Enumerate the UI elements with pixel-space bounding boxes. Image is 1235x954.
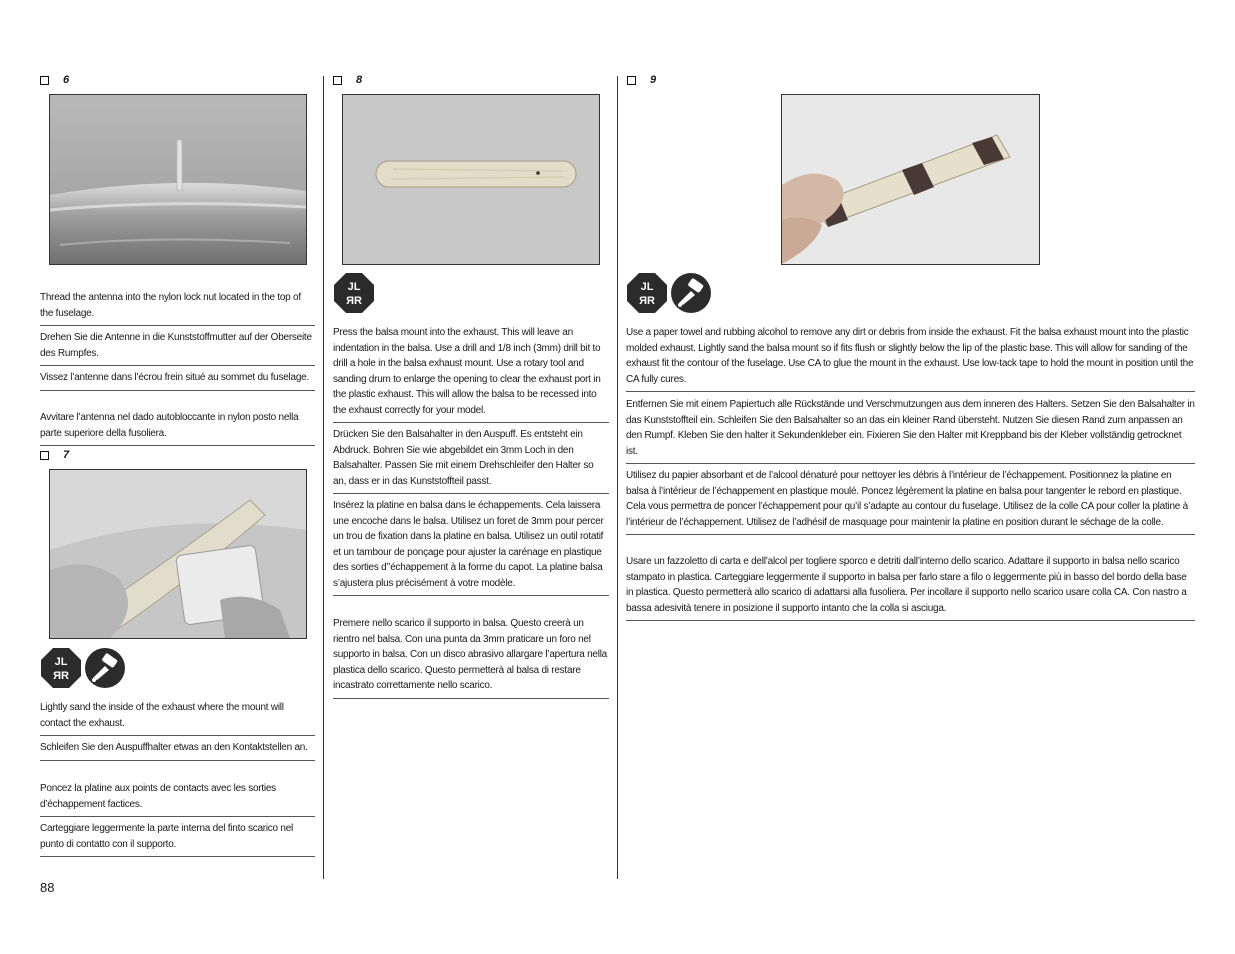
step-6-header <box>40 74 69 86</box>
step-6-text-en: Thread the antenna into the nylon lock nut located in the top of the fuselage. <box>40 290 315 326</box>
page-number: 88 <box>40 880 55 895</box>
checkbox-icon[interactable] <box>333 76 342 85</box>
step-8-text-it: Premere nello scarico il supporto in balsa. Questo creerà un rientro nel balsa. Con una punta da 3mm praticare un foro nel supporto in balsa. Con un disco abrasivo allargare l’apertura nella plastica dello scarico. Questo permetterà al balsa di restare incastrato correttamente nello scarico. <box>333 616 609 699</box>
step-9-text-de: Entfernen Sie mit einem Papiertuch alle Rückstände und Verschmutzungen aus dem inneren des Halters. Setzen Sie den Balsahalter in das Kunststoffteil ein. Schleifen Sie den Balsahalter so an das ein kleiner Rand übersteht. Nutzen Sie diesen Rand zum anpassen an den Rumpf. Kleben Sie den halter it Sekundenkleber ein. Fixieren Sie den Halter mit Kreppband bis der Kleber vollständig getrocknet ist. <box>626 397 1195 464</box>
step-8-text-fr: Insérez la platine en balsa dans le échappements. Cela laissera une encoche dans le balsa. Utilisez un foret de 3mm pour percer un trou de fixation dans la platine en balsa. Utilisez un outil rotatif et un tambour de ponçage pour ajuster la carénage en plastique des sorties d’’échappement à la forme du capot. La platine balsa s’ajustera plus précisément à votre modèle. <box>333 498 609 596</box>
step-9-text-fr: Utilisez du papier absorbant et de l’alcool dénaturé pour nettoyer les débris à l’intérieur de l’échappement. Positionnez la platine en balsa à l’intérieur de l’échappement en plastique moulé. Poncez légèrement la platine en balsa pour tangenter le rebord en plastique. Cela vous permettra de poncer l’échappement pour qu’il s’adapte au contour du fuselage. Utilisez de la colle CA pour coller la platine à l’intérieur de l’échappement. Utilisez de l’adhésif de masquage pour maintenir la platine en position durant le séchage de la colle. <box>626 468 1195 535</box>
step-8-text-de: Drücken Sie den Balsahalter in den Auspuff. Es entsteht ein Abdruck. Bohren Sie wie abgebildet ein 3mm Loch in den Balsahalter. Passen Sie mit einem Drehschleifer den Halter so an, dass er in das Kunststoffteil passt. <box>333 427 609 494</box>
checkbox-icon[interactable] <box>40 451 49 460</box>
photo-antenna-fuselage <box>49 94 307 265</box>
step-7-text-en: Lightly sand the inside of the exhaust where the mount will contact the exhaust. <box>40 700 315 736</box>
svg-text:JL: JL <box>54 656 68 668</box>
step-6-text-it: Avvitare l’antenna nel dado autobloccante in nylon posto nella parte superiore della fusoliera. <box>40 410 315 446</box>
step-9-header <box>627 74 656 86</box>
svg-text:ЯR: ЯR <box>53 670 69 682</box>
sanding-block-icon <box>41 648 81 688</box>
ca-glue-bottle-icon <box>671 273 711 313</box>
checkbox-icon[interactable] <box>40 76 49 85</box>
photo-sanding-balsa <box>49 469 307 639</box>
step-8-text-en: Press the balsa mount into the exhaust. This will leave an indentation in the balsa. Use a drill and 1/8 inch (3mm) drill bit to drill a hole in the balsa exhaust mount. Use a rotary tool and sanding drum to enlarge the opening to clear the exhaust port in the plastic exhaust. This will allow the balsa to be recessed into the exhaust correctly for your model. <box>333 325 609 423</box>
step-9-text-it: Usare un fazzoletto di carta e dell’alcol per togliere sporco e detriti dall’interno dello scarico. Adattare il supporto in balsa nello scarico stampato in plastica. Carteggiare leggermente il supporto in balsa per farlo stare a filo o leggermente più in basso del bordo della base in plastica. Questo permetterà allo scarico di adattarsi alla fusoliera. Per incollare il supporto nello scarico usare colla CA. Con nastro a bassa adesività tenere in posizione il supporto intanto che la colla si asciuga. <box>626 554 1195 621</box>
sanding-block-icon <box>334 273 374 313</box>
step-7-text-de: Schleifen Sie den Auspuffhalter etwas an den Kontaktstellen an. <box>40 740 315 761</box>
step-number: 8 <box>356 74 363 86</box>
photo-taped-balsa-mount <box>781 94 1040 265</box>
step-7-header <box>40 449 69 461</box>
sanding-block-icon <box>627 273 667 313</box>
step-7-text-it: Carteggiare leggermente la parte interna del finto scarico nel punto di contatto con il supporto. <box>40 821 315 857</box>
step-6-text-fr: Vissez l’antenne dans l’écrou frein situé au sommet du fuselage. <box>40 370 315 391</box>
step-number: 7 <box>63 449 70 461</box>
column-divider-2 <box>617 76 618 879</box>
svg-text:JL: JL <box>347 281 361 293</box>
step-7-text-fr: Poncez la platine aux points de contacts avec les sorties d’échappement factices. <box>40 781 315 817</box>
svg-text:ЯR: ЯR <box>639 295 655 307</box>
photo-balsa-mount <box>342 94 600 265</box>
ca-glue-bottle-icon <box>85 648 125 688</box>
svg-text:ЯR: ЯR <box>346 295 362 307</box>
step-6-text-de: Drehen Sie die Antenne in die Kunststoffmutter auf der Oberseite des Rumpfes. <box>40 330 315 366</box>
step-8-header <box>333 74 362 86</box>
checkbox-icon[interactable] <box>627 76 636 85</box>
step-number: 9 <box>650 74 657 86</box>
svg-text:JL: JL <box>640 281 654 293</box>
step-9-text-en: Use a paper towel and rubbing alcohol to remove any dirt or debris from inside the exhaust. Fit the balsa exhaust mount into the plastic molded exhaust. Lightly sand the balsa mount so if fits flush or slightly below the lip of the plastic base. This will allow for sanding of the exhaust fit the contour of the fuselage. Use CA to glue the mount in the exhaust. Use low-tack tape to hold the mount in position until the CA fully cures. <box>626 325 1195 392</box>
step-number: 6 <box>63 74 70 86</box>
column-divider-1 <box>323 76 324 879</box>
